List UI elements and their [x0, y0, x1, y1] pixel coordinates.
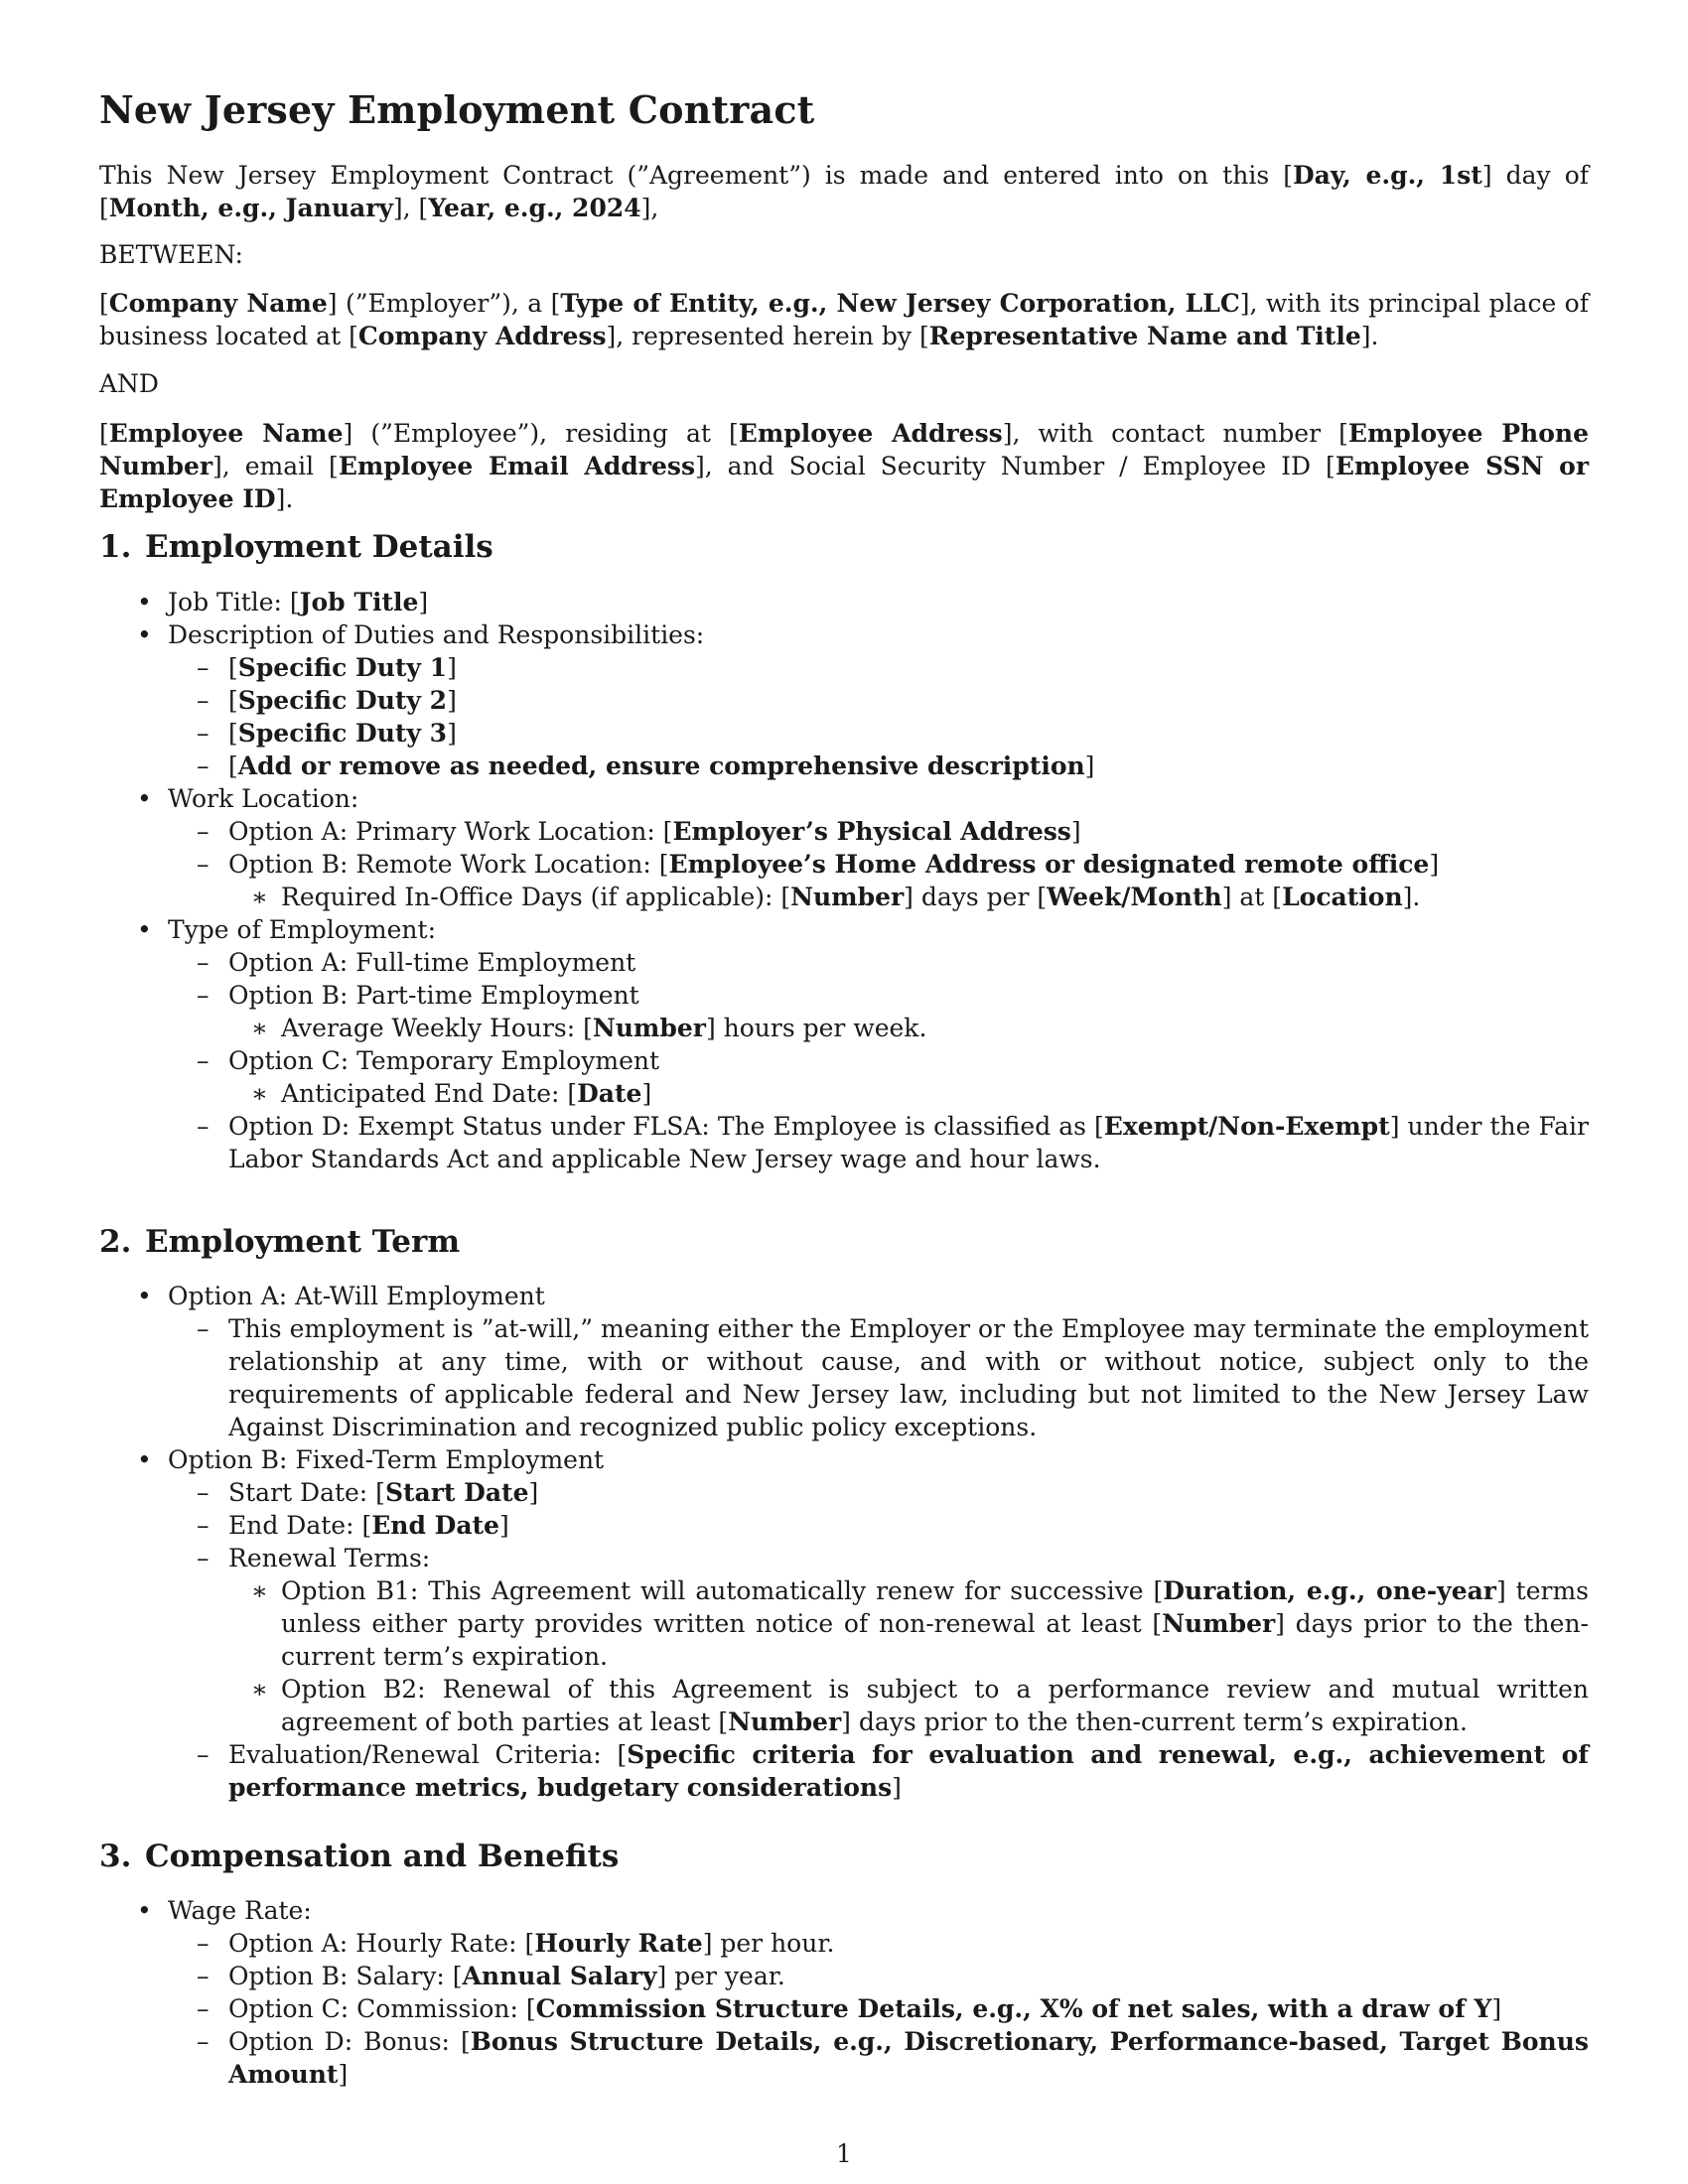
bullet-marker: • — [137, 1896, 152, 1925]
list-item: – Option B: Salary: [Annual Salary] per year. — [197, 1962, 785, 1990]
list-item: – [Specific Duty 3] — [197, 719, 457, 748]
list-item: – This employment is ”at-will,” meaning either the Employer or the Employee may terminate the employment relationship at any time, with or without cause, and with or without notice, subject only to the requirements of applicable federal and New Jersey law, including but not limited to the New Jersey Law Against Discrimination and recognized public policy exceptions. — [197, 1314, 1589, 1441]
employee-name-placeholder: Employee Name — [108, 419, 344, 448]
company-address-placeholder: Company Address — [357, 322, 607, 350]
list-item: – [Specific Duty 1] — [197, 653, 457, 682]
list-item: • Description of Duties and Responsibilities: — [137, 620, 705, 649]
dash-marker: – — [197, 1511, 210, 1540]
list-item: – Evaluation/Renewal Criteria: [Specific criteria for evaluation and renewal, e.g., achievement of performance metrics, budgetary considerations] — [197, 1740, 1589, 1802]
list-item: – [Add or remove as needed, ensure comprehensive description] — [197, 751, 1095, 780]
employee-email-placeholder: Employee Email Address — [338, 452, 696, 480]
employee-ssn-placeholder: Employee SSN or Employee ID — [99, 452, 1589, 513]
dash-marker: – — [197, 653, 210, 682]
star-marker: ∗ — [251, 1576, 268, 1605]
list-item: – Option C: Commission: [Commission Structure Details, e.g., X% of net sales, with a draw of Y] — [197, 1994, 1502, 2023]
dash-marker: – — [197, 686, 210, 715]
year-placeholder: Year, e.g., 2024 — [428, 194, 641, 222]
section-1-list — [99, 586, 1589, 1175]
dash-marker: – — [197, 1962, 210, 1990]
list-item: ∗ Option B2: Renewal of this Agreement is subject to a performance review and mutual written agreement of both parties at least [Number] days prior to the then-current term’s expiration. — [251, 1675, 1589, 1736]
dash-marker: – — [197, 1544, 210, 1572]
bullet-marker: • — [137, 620, 152, 649]
dash-marker: – — [197, 719, 210, 748]
list-item: – End Date: [End Date] — [197, 1511, 509, 1540]
dash-marker: – — [197, 1314, 210, 1343]
employee-paragraph: [Employee Name] (”Employee”), residing at [Employee Address], with contact number [Employee Phone Number], email [Employee Email Address], and Social Security Number / Employee ID [Employee SSN or Employee ID]. — [99, 419, 1589, 513]
employer-paragraph: [Company Name] (”Employer”), a [Type of Entity, e.g., New Jersey Corporation, LLC], with its principal place of business located at [Company Address], represented herein by [Representative Name and Title]. — [99, 289, 1589, 350]
dash-marker: – — [197, 1929, 210, 1958]
dash-marker: – — [197, 2027, 210, 2056]
dash-marker: – — [197, 850, 210, 879]
list-item: • Option B: Fixed-Term Employment — [137, 1445, 605, 1474]
section-1-heading: 1. Employment Details — [99, 529, 493, 565]
bullet-marker: • — [137, 588, 152, 616]
list-item: • Job Title: [Job Title] — [137, 588, 429, 616]
list-item: – Option B: Remote Work Location: [Employee’s Home Address or designated remote office] — [197, 850, 1440, 879]
page-number: 1 — [836, 2139, 852, 2168]
employee-phone-placeholder: Employee Phone Number — [99, 419, 1589, 480]
company-name-placeholder: Company Name — [108, 289, 328, 318]
document-title: New Jersey Employment Contract — [99, 87, 815, 132]
intro-paragraph: This New Jersey Employment Contract (”Agreement”) is made and entered into on this [Day, e.g., 1st] day of [Month, e.g., January], [Year, e.g., 2024], — [99, 161, 1590, 222]
dash-marker: – — [197, 1994, 210, 2023]
dash-marker: – — [197, 817, 210, 846]
list-item: • Type of Employment: — [137, 915, 436, 944]
section-2-list — [99, 1280, 1589, 1804]
section-3-list — [99, 1894, 1589, 2091]
bullet-marker: • — [137, 1445, 152, 1474]
list-item: • Wage Rate: — [137, 1896, 312, 1925]
bullet-marker: • — [137, 784, 152, 813]
dash-marker: – — [197, 1740, 210, 1769]
representative-placeholder: Representative Name and Title — [928, 322, 1361, 350]
dash-marker: – — [197, 1112, 210, 1141]
list-item: – Option A: Full-time Employment — [197, 948, 636, 977]
list-item: ∗ Required In-Office Days (if applicable): [Number] days per [Week/Month] at [Location]. — [251, 883, 1421, 911]
day-placeholder: Day, e.g., 1st — [1292, 161, 1482, 190]
list-item: ∗ Average Weekly Hours: [Number] hours per week. — [251, 1014, 927, 1042]
dash-marker: – — [197, 1478, 210, 1507]
dash-marker: – — [197, 751, 210, 780]
star-marker: ∗ — [251, 1014, 268, 1042]
entity-type-placeholder: Type of Entity, e.g., New Jersey Corporation, LLC — [560, 289, 1240, 318]
section-2-heading: 2. Employment Term — [99, 1224, 461, 1260]
dash-marker: – — [197, 981, 210, 1010]
and-label: AND — [99, 369, 159, 398]
list-item: ∗ Anticipated End Date: [Date] — [251, 1079, 652, 1108]
list-item: – Option D: Bonus: [Bonus Structure Details, e.g., Discretionary, Performance-based, Target Bonus Amount] — [197, 2027, 1589, 2089]
list-item: – Option B: Part-time Employment — [197, 981, 639, 1010]
list-item: – Option A: Hourly Rate: [Hourly Rate] per hour. — [197, 1929, 835, 1958]
list-item: ∗ Option B1: This Agreement will automatically renew for successive [Duration, e.g., one-year] terms unless either party provides written notice of non-renewal at least [Number] days prior to the then-current term’s expiration. — [251, 1576, 1589, 1671]
dash-marker: – — [197, 1046, 210, 1075]
bullet-marker: • — [137, 1282, 152, 1310]
month-placeholder: Month, e.g., January — [108, 194, 393, 222]
list-item: – Start Date: [Start Date] — [197, 1478, 539, 1507]
intro-text: This New Jersey Employment Contract (”Agreement”) is made and entered into on this [ — [99, 161, 1293, 190]
list-item: – [Specific Duty 2] — [197, 686, 457, 715]
list-item: • Work Location: — [137, 784, 359, 813]
list-item: – Option A: Primary Work Location: [Employer’s Physical Address] — [197, 817, 1081, 846]
list-item: • Option A: At-Will Employment — [137, 1282, 545, 1310]
star-marker: ∗ — [251, 1675, 268, 1704]
document-page — [99, 0, 1589, 2184]
dash-marker: – — [197, 948, 210, 977]
section-3-heading: 3. Compensation and Benefits — [99, 1839, 620, 1874]
list-item: – Option C: Temporary Employment — [197, 1046, 660, 1075]
star-marker: ∗ — [251, 883, 268, 911]
employee-address-placeholder: Employee Address — [738, 419, 1003, 448]
between-label: BETWEEN: — [99, 240, 243, 269]
list-item: – Option D: Exempt Status under FLSA: The Employee is classified as [Exempt/Non-Exempt] under the Fair Labor Standards Act and applicable New Jersey wage and hour laws. — [197, 1112, 1589, 1173]
list-item: – Renewal Terms: — [197, 1544, 431, 1572]
bullet-marker: • — [137, 915, 152, 944]
star-marker: ∗ — [251, 1079, 268, 1108]
